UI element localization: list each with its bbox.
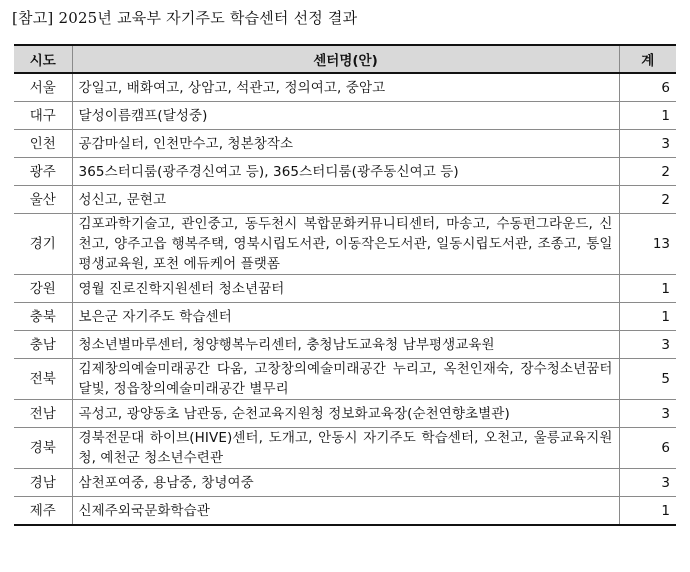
region-cell: 충남 (14, 331, 72, 359)
region-cell: 경북 (14, 428, 72, 469)
region-cell: 인천 (14, 130, 72, 158)
table-row (14, 428, 676, 469)
count-cell: 1 (619, 275, 676, 303)
count-cell: 2 (619, 158, 676, 186)
table-row (14, 400, 676, 428)
header-count: 계 (619, 45, 676, 73)
table-row (14, 469, 676, 497)
table-row (14, 214, 676, 275)
header-row (14, 45, 676, 73)
center-names-cell: 삼천포여중, 용남중, 창녕여중 (72, 469, 619, 497)
document-title: [참고] 2025년 교육부 자기주도 학습센터 선정 결과 (12, 9, 358, 27)
table-row (14, 497, 676, 526)
count-cell: 2 (619, 186, 676, 214)
table-row (14, 359, 676, 400)
count-cell: 1 (619, 497, 676, 526)
center-names-cell: 신제주외국문화학습관 (72, 497, 619, 526)
count-cell: 3 (619, 469, 676, 497)
region-cell: 경기 (14, 214, 72, 275)
region-cell: 광주 (14, 158, 72, 186)
center-names-cell: 경북전문대 하이브(HIVE)센터, 도개고, 안동시 자기주도 학습센터, 오천고, 울릉교육지원청, 예천군 청소년수련관 (72, 428, 619, 469)
region-cell: 전북 (14, 359, 72, 400)
table-row (14, 158, 676, 186)
center-names-cell: 청소년별마루센터, 청양행복누리센터, 충청남도교육청 남부평생교육원 (72, 331, 619, 359)
count-cell: 3 (619, 130, 676, 158)
region-cell: 경남 (14, 469, 72, 497)
count-cell: 6 (619, 73, 676, 102)
center-names-cell: 강일고, 배화여고, 상암고, 석관고, 정의여고, 중암고 (72, 73, 619, 102)
table-row (14, 73, 676, 102)
table-row (14, 186, 676, 214)
table-body (14, 73, 676, 525)
center-names-cell: 보은군 자기주도 학습센터 (72, 303, 619, 331)
table-row (14, 303, 676, 331)
count-cell: 6 (619, 428, 676, 469)
center-names-cell: 공감마실터, 인천만수고, 청본창작소 (72, 130, 619, 158)
count-cell: 1 (619, 303, 676, 331)
header-center-names: 센터명(안) (72, 45, 619, 73)
center-names-cell: 달성이름캠프(달성중) (72, 102, 619, 130)
center-names-cell: 김제창의예술미래공간 다움, 고창창의예술미래공간 누리고, 옥천인재숙, 장수청소년꿈터 달빛, 정읍창의예술미래공간 별무리 (72, 359, 619, 400)
table-row (14, 331, 676, 359)
header-region: 시도 (14, 45, 72, 73)
center-names-cell: 성신고, 문현고 (72, 186, 619, 214)
region-cell: 울산 (14, 186, 72, 214)
center-names-cell: 김포과학기술고, 관인중고, 동두천시 복합문화커뮤니티센터, 마송고, 수동펀그라운드, 신천고, 양주고읍 행복주택, 영북시립도서관, 이동작은도서관, 일동시립도서관, 조종고, 통일평생교육원, 포천 에듀케어 플랫폼 (72, 214, 619, 275)
table-row (14, 130, 676, 158)
table-row (14, 275, 676, 303)
center-selection-table (14, 44, 676, 526)
table-row (14, 102, 676, 130)
table-header (14, 45, 676, 73)
count-cell: 13 (619, 214, 676, 275)
region-cell: 대구 (14, 102, 72, 130)
region-cell: 강원 (14, 275, 72, 303)
region-cell: 제주 (14, 497, 72, 526)
count-cell: 5 (619, 359, 676, 400)
region-cell: 충북 (14, 303, 72, 331)
count-cell: 1 (619, 102, 676, 130)
center-names-cell: 곡성고, 광양동초 남관동, 순천교육지원청 정보화교육장(순천연향초별관) (72, 400, 619, 428)
region-cell: 전남 (14, 400, 72, 428)
count-cell: 3 (619, 331, 676, 359)
center-names-cell: 영월 진로진학지원센터 청소년꿈터 (72, 275, 619, 303)
center-names-cell: 365스터디룸(광주경신여고 등), 365스터디룸(광주동신여고 등) (72, 158, 619, 186)
region-cell: 서울 (14, 73, 72, 102)
count-cell: 3 (619, 400, 676, 428)
